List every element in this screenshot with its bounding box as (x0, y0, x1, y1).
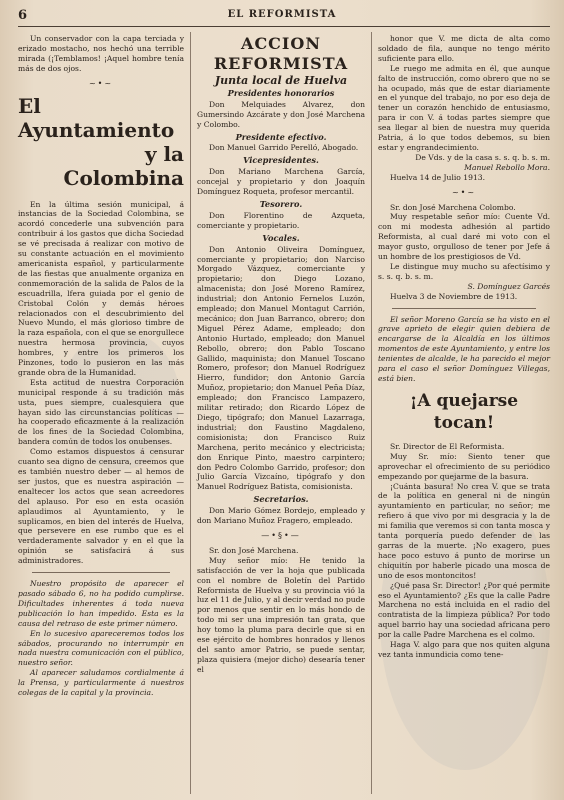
column-3 (378, 34, 550, 660)
article-title-line1: El Ayuntamiento (18, 93, 175, 142)
body-paragraph: ¿Qué pasa Sr. Director! ¿Por qué permite eso el Ayuntamiento? ¿Es que la calle Padre Marchena no está incluida en el radio del contratista de la limpieza pública? Por todo aquel barrio hay una sociedad africana pero por la calle Padre Marchena es el colmo. (378, 580, 550, 640)
signature: S. Domínguez Garcés (467, 281, 550, 291)
section-divider (32, 572, 170, 573)
body-paragraph: ¡Cuánta basura! No crea V. que se trata de la política en general ni de ningún ayuntamiento en particular, no señor; me refiero á que vivo por mi desgracia y la de mi familia que veremos si con tanta mosca y tanta porquería puedo defender de las garras de la muerte. ¡No exagero, pues hace poco estuvo á punto de morirse un chiquitín por haberle picado una mosca de uno de esos montoncitos! (378, 481, 550, 580)
letter-date: Huelva 3 de Noviembre de 1913. (390, 291, 518, 301)
body-paragraph: Esta actitud de nuestra Corporación municipal responde á su tradición más usta, pues siempre, cualesquiera que hayan sido las circunstancias políticas —ha cooperado eficazmente á la realización de los fines de la Sociedad Colombina, bandera común de todos los onubenses. (18, 377, 184, 447)
ornament: —•§•— (261, 530, 301, 540)
ornament: ~•~ (88, 78, 114, 88)
group-text: Don Manuel Garrido Perelló, Abogado. (209, 143, 359, 153)
letter-closing: De Vds. y de la casa s. s. q. b. s. m. (415, 152, 550, 162)
letter-body: Muy señor mío: He tenido la satisfacción de ver la hoja que publicada con el nombre de Boletín del Partido Reformista de Huelva y su provincia vió la luz el 11 de Julio, y al decir verdad no pude por menos que sentir en lo más hondo de todo mi ser una impresión tan grata, que hoy tomo la pluma para decirle que si en ese ejército de hombres honrados y llenos del santo amor Patrio, se puede sentar, plaza quisiera (mejor dicho) desearía tener el (197, 555, 365, 674)
letter-salutation: Sr. don José Marchena Colombo. (390, 202, 516, 212)
body-paragraph: Como estamos dispuestos á censurar cuanto sea digno de censura, creemos que es también nuestro deber — al hemos de ser justos, que es nuestra aspiración — enaltecer los actos que sean acreedores del aplauso. Por eso en esta ocasión aplaudimos al Ayuntamiento, y le suplicamos, en bien del interés de Huelva, que persevere en ese rumbo que es el verdaderamente salvador y en el que la opinión se satisfacirá á sus administradores. (18, 447, 184, 566)
group-heading: Presidentes honorarios (227, 87, 335, 98)
group-heading: Vocales. (262, 232, 300, 243)
masthead: EL REFORMISTA (227, 9, 337, 20)
ornament: ~•~ (451, 187, 477, 197)
editorial-note: El señor Moreno García se ha visto en el grave aprieto de elegir quien debiera de encargarse de la Alcaldía en los últimos momentos de este Ayuntamiento, y entre los tenientes de alcalde, le ha parecido el mejor para el caso el señor Domínguez Villegas, está bien. (378, 314, 550, 383)
group-heading: Presidente efectivo. (235, 131, 327, 142)
section-title: ACCION REFORMISTA (213, 34, 349, 73)
body-paragraph: En la última sesión municipal, á instancias de la Sociedad Colombina, se acordó concederle una subvención para contribuir á los gastos que dicha Sociedad se vé precisada á realizar con motivo de su constante actuación en el movimiento americanista español, y particularmente de las fiestas que anualmente organiza en conmemoración de la salida de Palos de la escuadrilla, lfera guiada por el genio de Cristobal Colón y demás héroes relacionados con el descubrimiento del Nuevo Mundo, el más glorioso timbre de la raza española, con el que se enorgullece nuestra hermosa provincia, cuyos hombres, y entre los primeros los Pinzones, todo lo pusieron en las más grande obra de la Humanidad. (18, 199, 184, 377)
letter-closing: Le distingue muy mucho su afectísimo y s. s. q. b. s. m. (378, 261, 550, 281)
header-rule (18, 26, 550, 27)
column-2 (197, 34, 365, 675)
article-title: ¡A quejarse tocan! (409, 390, 519, 433)
notice-paragraph: Al aparecer saludamos cordialmente á la Prensa, y particularmente á nuestros colegas de la capital y la provincia. (18, 668, 184, 698)
body-paragraph: Muy Sr. mío: Siento tener que aprovechar el ofrecimiento de su periódico empezando por quejarme de la basura. (378, 451, 550, 481)
group-text: Don Mariano Marchena García, concejal y propietario y don Joaquín Domínguez Roqueta, profesor mercantil. (197, 167, 365, 197)
page-header (0, 0, 564, 26)
page-number: 6 (18, 8, 28, 23)
group-heading: Secretarios. (253, 494, 309, 505)
column-divider (371, 32, 372, 794)
section-divider (392, 308, 536, 309)
letter-date: Huelva 14 de Julio 1913. (390, 172, 486, 182)
notice-paragraph: En lo sucesivo apareceremos todos los sábados, procurando no interrumpir en nada nuestra comunicación con el público, nuestro señor. (18, 628, 184, 668)
group-heading: Vicepresidentes. (243, 155, 319, 166)
group-text: Don Florentino de Azqueta, comerciante y propietario. (197, 210, 365, 230)
article-title-line2: y la Colombina (63, 141, 184, 190)
group-text: Don Antonio Oliveira Domínguez, comerciante y propietario; don Narciso Morgado Vázquez, comerciante y propietario; don Diego Lozano, almacenista; don José Moreno Ramírez, industrial; don Antonio Fernelos Luzón, empleado; don Manuel Montagut Carrión, mecánico; don Juan Barranco, obrero; don Miguel Pérez Adame, empleado; don Antonio Hurtado, empleado; don Manuel Rebollo, obrero; don Pablo Toscano Gallido, maquinista; don Manuel Toscano Romero, profesor; don Manuel Rodríguez Hierro, fundidor; don Antonio García Muñoz, propietario; don Manuel Peña Díaz, empleado; don Francisco Lampazero, militar retirado; don Ricardo López de Diego, tipógrafo; don Manuel Lazarraga, industrial; don Faustino Magdaleno, comisionista; don Francisco Ruiz Marchena, perito mecánico y electricista; don Enrique Pinto, maestro carpintero; don Pedro Colombo Garrido, profesor; don Julio García Vizcaíno, tipógrafo y don Manuel Rodríguez Batista, comisionista. (197, 244, 365, 492)
notice-paragraph: Nuestro propósito de aparecer el pasado sábado 6, no ha podido cumplirse. Dificultades inherentes á toda nueva publicación lo han impedido. Esta es la causa del retraso de este primer número. (18, 579, 184, 628)
letter-body: Le ruego me admita en él, que aunque falto de instrucción, como obrero que no se ha ocupado, más que de estar diariamente en el yunque del trabajo, no por eso deja de tener un corazón henchido de entusiasmo, para ir con V. á todas partes siempre que sea llegar al bien de nuestra muy querida Patria, á lo que todos debemos, su bien estar y engrandecimiento. (378, 63, 550, 152)
letter-body: honor que V. me dicta de alta como soldado de fila, aunque no tengo mérito suficiente para ello. (378, 34, 550, 63)
letter-body: Muy respetable señor mío: Cuente Vd. con mi modesta adhesión al partido Reformista, al cual daré mi voto con el mayor gusto, orgulloso de tener por Jefe á un hombre de los prestigiosos de Vd. (378, 212, 550, 262)
letter-salutation: Sr. don José Marchena. (209, 545, 299, 555)
column-divider (190, 32, 191, 794)
signature: Manuel Rebollo Mora. (464, 162, 550, 172)
group-text: Don Mario Gómez Bordejo, empleado y don Mariano Muñoz Fragero, empleado. (197, 506, 365, 526)
column-1 (18, 34, 184, 698)
body-paragraph: Sr. Director de El Reformista. (390, 441, 505, 451)
section-subtitle: Junta local de Huelva (214, 74, 348, 87)
group-text: Don Melquiades Alvarez, don Gumersindo Azcárate y don José Marchena y Colombo. (197, 99, 365, 129)
group-heading: Tesorero. (259, 198, 303, 209)
body-paragraph: Haga V. algo para que nos quiten alguna vez tanta inmundicia como tene- (378, 640, 550, 659)
intro-paragraph: Un conservador con la capa terciada y erizado mostacho, nos hechó una terrible mirada (¡Temblamos! ¡Aquel hombre tenía más de dos ojos. (18, 34, 184, 73)
